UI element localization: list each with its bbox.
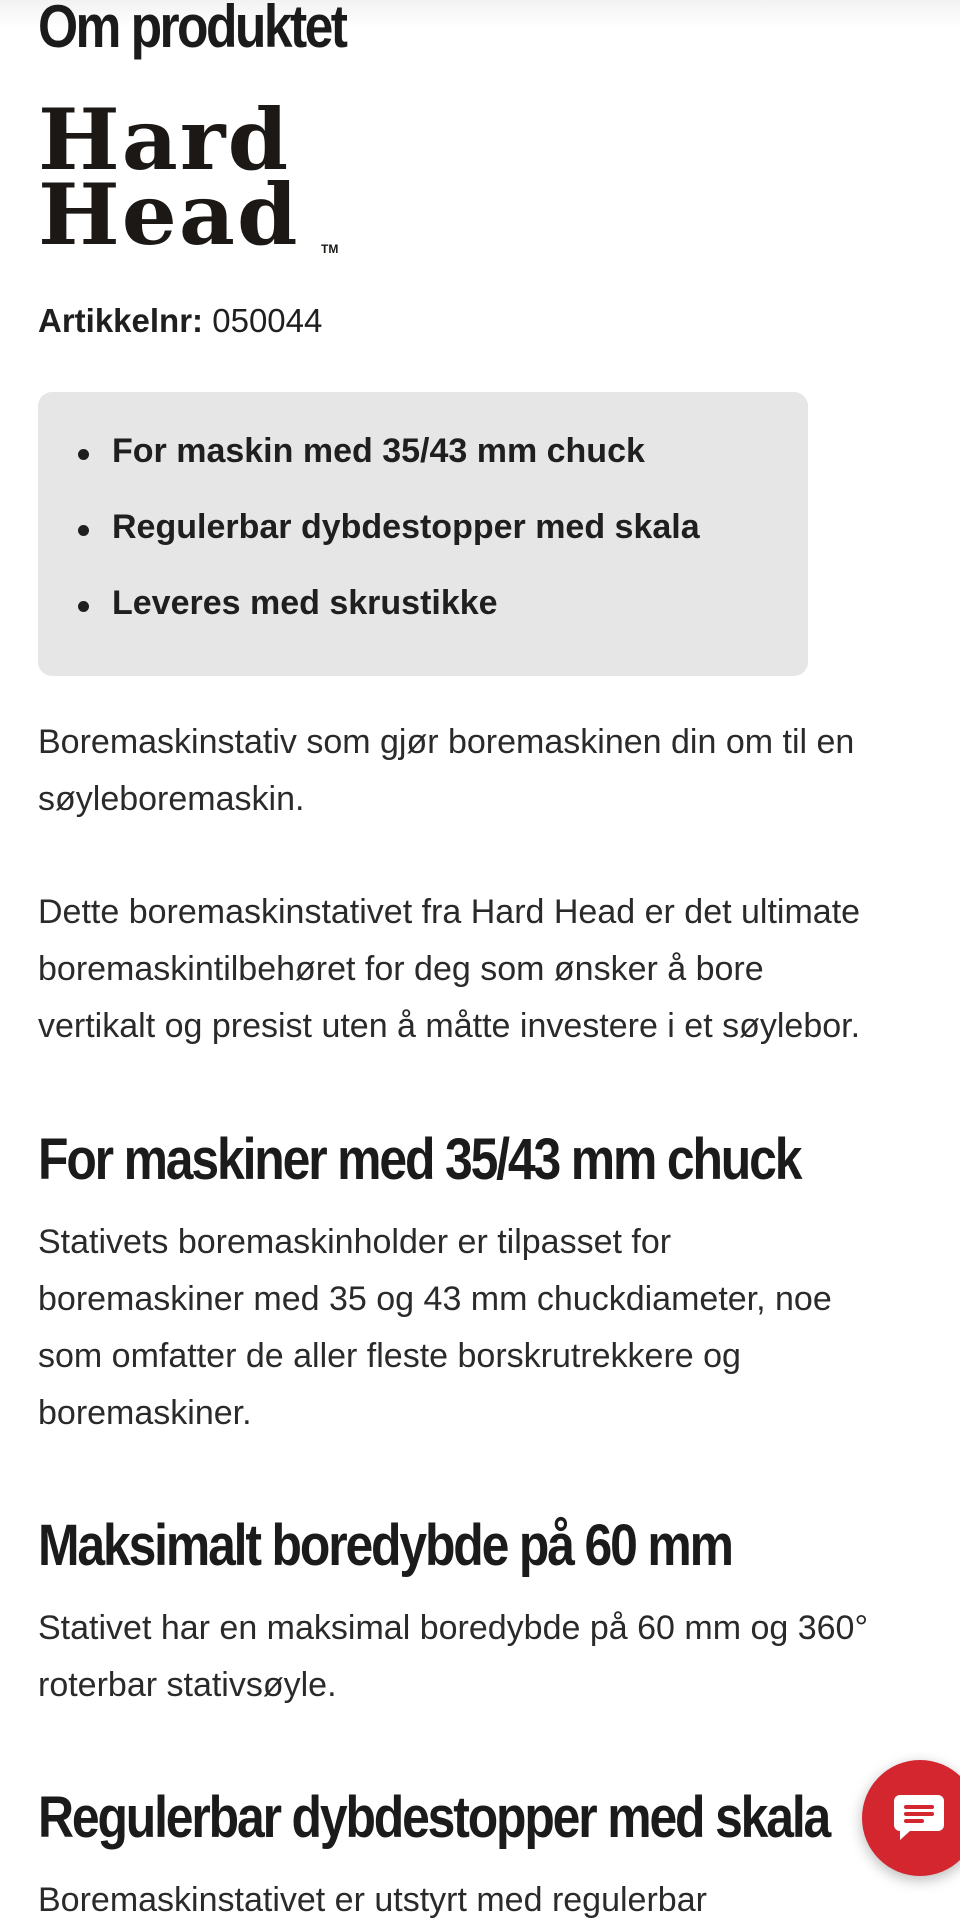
section-paragraph-chuck [38, 1214, 832, 1442]
feature-box [38, 392, 808, 676]
section-title: Om produktet [38, 0, 346, 60]
paragraph-line: boremaskintilbehøret for deg som ønsker å bore [38, 950, 764, 988]
body-paragraph [38, 884, 860, 1055]
paragraph-line: søyleboremaskin. [38, 780, 305, 818]
feature-item: Leveres med skrustikke [112, 584, 498, 622]
logo-line-1: Hard [38, 90, 291, 189]
section-heading-chuck: For maskiner med 35/43 mm chuck [38, 1127, 801, 1192]
brand-logo [38, 90, 358, 264]
paragraph-line: som omfatter de aller fleste borskrutrekkere og [38, 1337, 741, 1375]
logo-trademark: TM [321, 242, 339, 256]
feature-item: Regulerbar dybdestopper med skala [112, 508, 700, 546]
paragraph-line: boremaskiner med 35 og 43 mm chuckdiameter, noe [38, 1280, 832, 1318]
section-paragraph-stopper [38, 1872, 707, 1918]
article-number [38, 302, 322, 340]
article-number-label: Artikkelnr: [38, 302, 204, 339]
paragraph-line: Dette boremaskinstativet fra Hard Head er det ultimate [38, 893, 861, 931]
chat-bubble-icon [892, 1793, 946, 1843]
logo-line-2: Head [38, 165, 300, 264]
paragraph-line: Boremaskinstativet er utstyrt med regulerbar [38, 1881, 707, 1918]
paragraph-line: Stativet har en maksimal boredybde på 60 mm og 360° [38, 1609, 869, 1647]
feature-item: For maskin med 35/43 mm chuck [112, 432, 645, 470]
paragraph-line: Boremaskinstativ som gjør boremaskinen din om til en [38, 723, 855, 761]
paragraph-line: roterbar stativsøyle. [38, 1666, 337, 1704]
section-paragraph-depth [38, 1600, 868, 1714]
article-number-value: 050044 [212, 302, 323, 339]
paragraph-line: vertikalt og presist uten å måtte investere i et søylebor. [38, 1007, 861, 1045]
chat-button[interactable] [862, 1760, 960, 1876]
paragraph-line: Stativets boremaskinholder er tilpasset for [38, 1223, 672, 1261]
paragraph-line: boremaskiner. [38, 1394, 252, 1432]
section-heading-stopper: Regulerbar dybdestopper med skala [38, 1785, 830, 1850]
intro-paragraph [38, 714, 854, 828]
section-heading-depth: Maksimalt boredybde på 60 mm [38, 1513, 732, 1578]
